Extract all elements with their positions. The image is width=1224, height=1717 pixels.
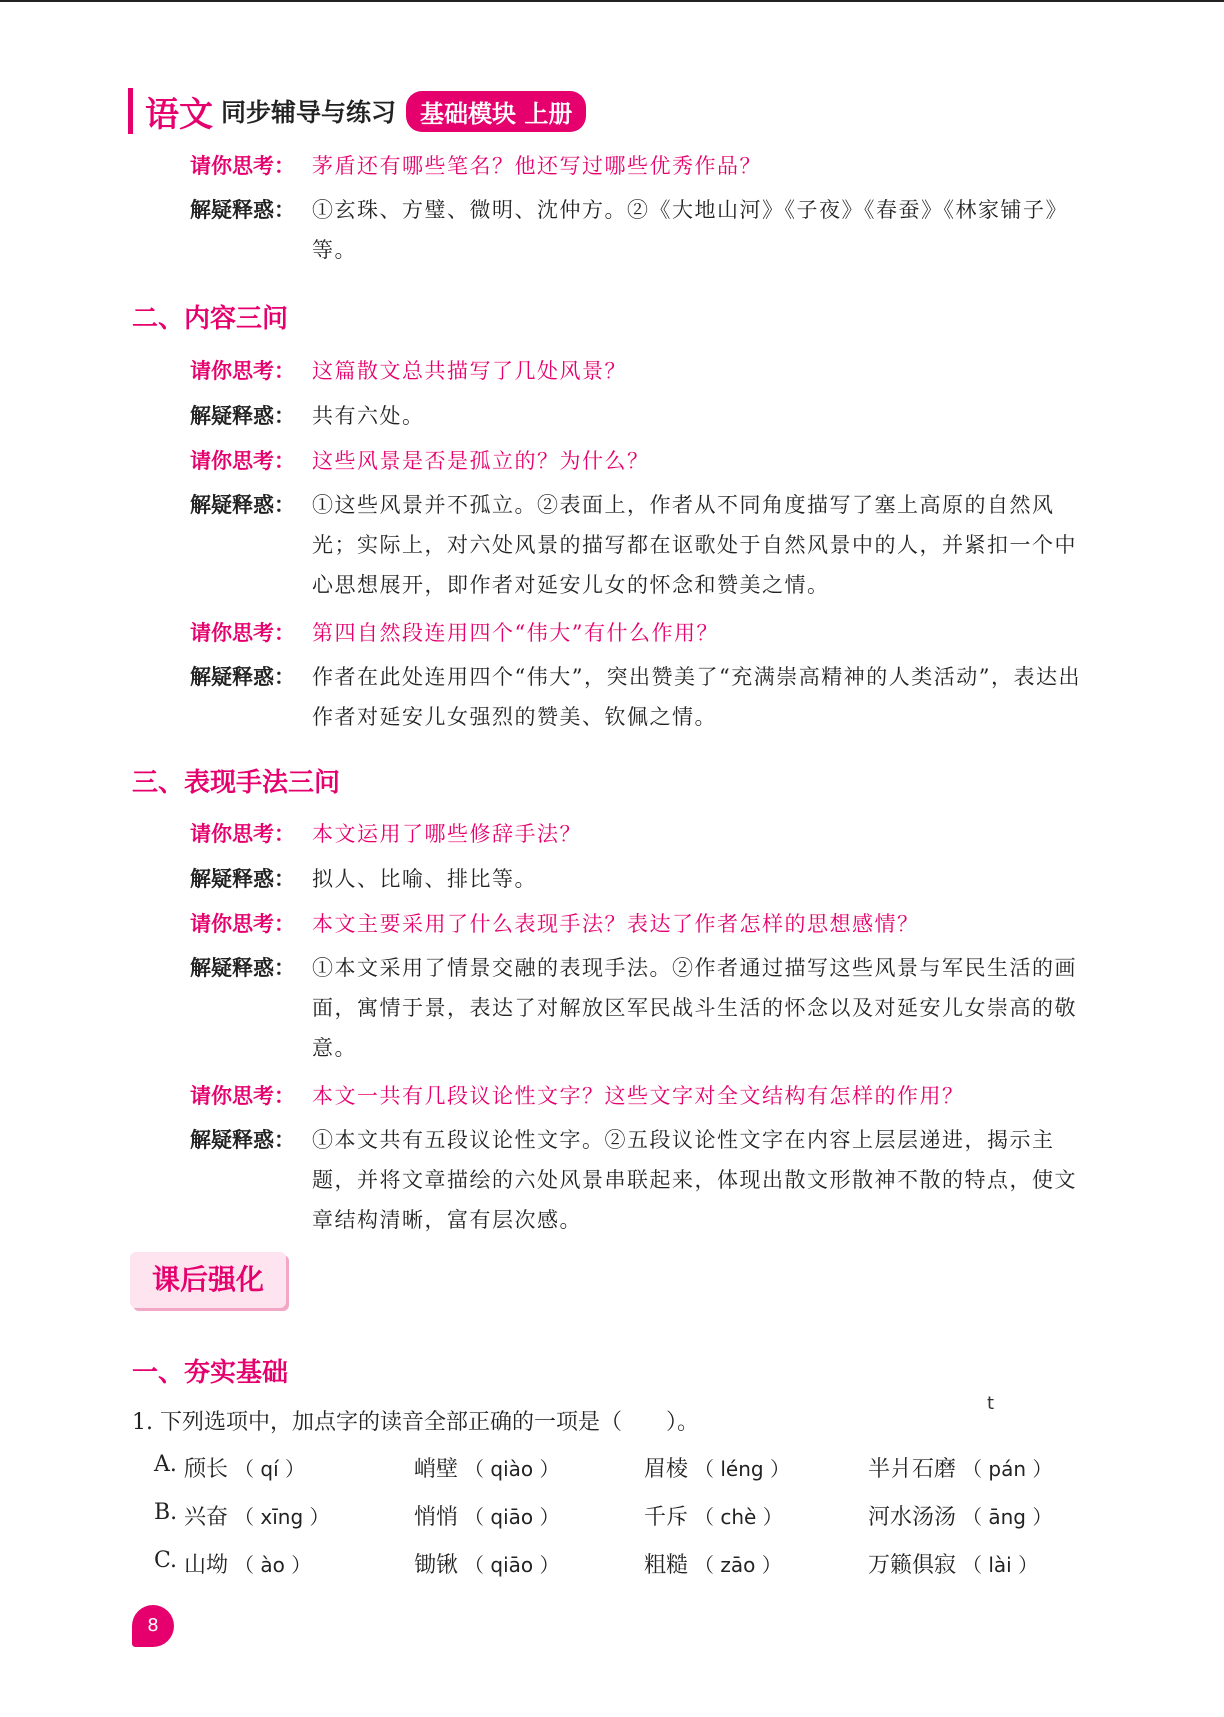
qa-question — [190, 146, 1090, 186]
qa-label: 请你思考： — [190, 359, 295, 383]
qa-text: 共有六处。 — [312, 404, 425, 428]
option-item — [868, 1500, 1052, 1531]
qa-label: 解疑释惑： — [190, 1128, 295, 1152]
option-item — [414, 1452, 559, 1483]
exercise-question: 1. 下列选项中，加点字的读音全部正确的一项是（ ）。 — [132, 1410, 699, 1435]
page-header — [128, 88, 586, 134]
option-item — [414, 1548, 559, 1579]
qa-text: 作者在此处连用四个“伟大”，突出赞美了“充满崇高精神的人类活动”，表达出作者对延安儿女强烈的赞美、钦佩之情。 — [312, 665, 1081, 729]
option-word: 颀长 — [184, 1457, 229, 1482]
qa-label: 解疑释惑： — [190, 665, 295, 689]
qa-answer — [190, 859, 1090, 899]
qa-answer — [190, 657, 1090, 737]
header-module-pill: 基础模块 上册 — [406, 91, 586, 132]
qa-answer — [190, 190, 1090, 270]
qa-text: 本文一共有几段议论性文字？这些文字对全文结构有怎样的作用？ — [312, 1084, 965, 1108]
qa-text: ①玄珠、方璧、微明、沈仲方。②《大地山河》《子夜》《春蚕》《林家铺子》等。 — [312, 198, 1068, 262]
option-item — [184, 1500, 330, 1531]
qa-question — [190, 1076, 1090, 1116]
option-pinyin: （ ào ） — [234, 1553, 312, 1577]
option-item — [644, 1452, 790, 1483]
qa-label: 解疑释惑： — [190, 956, 295, 980]
qa-label: 解疑释惑： — [190, 198, 295, 222]
option-row — [154, 1548, 1094, 1588]
stray-mark: t — [987, 1393, 995, 1414]
option-letter: C. — [154, 1548, 178, 1573]
option-row — [154, 1500, 1094, 1540]
qa-text: 拟人、比喻、排比等。 — [312, 867, 537, 891]
header-subject: 语文 — [145, 94, 213, 135]
option-item — [644, 1548, 782, 1579]
section-heading-content: 二、内容三问 — [132, 304, 289, 334]
section-heading-basics: 一、夯实基础 — [132, 1358, 289, 1388]
option-item — [868, 1452, 1052, 1483]
option-row — [154, 1452, 1094, 1492]
qa-text: 这些风景是否是孤立的？为什么？ — [312, 449, 650, 473]
option-pinyin: （ léng ） — [694, 1457, 790, 1481]
option-word: 河水汤汤 — [868, 1505, 957, 1530]
option-pinyin: （ qí ） — [234, 1457, 305, 1481]
qa-text: ①本文共有五段议论性文字。②五段议论性文字在内容上层层递进，揭示主题，并将文章描绘的六处风景串联起来，体现出散文形散神不散的特点，使文章结构清晰，富有层次感。 — [312, 1128, 1077, 1232]
option-word: 眉棱 — [644, 1457, 689, 1482]
option-letter: B. — [154, 1500, 178, 1525]
qa-answer — [190, 485, 1090, 605]
option-pinyin: （ zāo ） — [694, 1553, 782, 1577]
option-pinyin: （ āng ） — [962, 1505, 1053, 1529]
qa-answer — [190, 948, 1090, 1068]
option-word: 山坳 — [184, 1553, 229, 1578]
qa-text: 茅盾还有哪些笔名？他还写过哪些优秀作品？ — [312, 154, 762, 178]
option-pinyin: （ xīng ） — [234, 1505, 330, 1529]
option-word: 半爿石磨 — [868, 1457, 957, 1482]
qa-text: ①本文采用了情景交融的表现手法。②作者通过描写这些风景与军民生活的画面，寓情于景，表达了对解放区军民战斗生活的怀念以及对延安儿女崇高的敬意。 — [312, 956, 1077, 1060]
qa-label: 解疑释惑： — [190, 493, 295, 517]
qa-label: 请你思考： — [190, 1084, 295, 1108]
qa-text: 本文主要采用了什么表现手法？表达了作者怎样的思想感情？ — [312, 912, 920, 936]
qa-text: 第四自然段连用四个“伟大”有什么作用？ — [312, 621, 719, 645]
after-class-badge — [130, 1252, 286, 1308]
option-item — [184, 1452, 305, 1483]
qa-label: 解疑释惑： — [190, 867, 295, 891]
section-heading-technique: 三、表现手法三问 — [132, 768, 341, 798]
option-word: 万籁俱寂 — [868, 1553, 957, 1578]
qa-text: 这篇散文总共描写了几处风景？ — [312, 359, 627, 383]
option-pinyin: （ lài ） — [962, 1553, 1039, 1577]
option-word: 悄悄 — [414, 1505, 459, 1530]
qa-label: 请你思考： — [190, 449, 295, 473]
option-pinyin: （ chè ） — [694, 1505, 783, 1529]
option-pinyin: （ pán ） — [962, 1457, 1053, 1481]
option-word: 粗糙 — [644, 1553, 689, 1578]
qa-question — [190, 351, 1090, 391]
header-series: 同步辅导与练习 — [221, 98, 397, 127]
qa-answer — [190, 396, 1090, 436]
option-item — [644, 1500, 783, 1531]
qa-question — [190, 613, 1090, 653]
qa-text: ①这些风景并不孤立。②表面上，作者从不同角度描写了塞上高原的自然风光；实际上，对六处风景的描写都在讴歌处于自然风景中的人，并紧扣一个中心思想展开，即作者对延安儿女的怀念和赞美之情。 — [312, 493, 1077, 597]
qa-label: 解疑释惑： — [190, 404, 295, 428]
qa-text: 本文运用了哪些修辞手法？ — [312, 822, 582, 846]
option-item — [868, 1548, 1038, 1579]
page-number: 8 — [132, 1605, 174, 1647]
after-class-badge-label: 课后强化 — [151, 1263, 264, 1296]
option-letter: A. — [154, 1452, 177, 1477]
option-pinyin: （ qiāo ） — [464, 1505, 560, 1529]
qa-label: 请你思考： — [190, 822, 295, 846]
header-accent-bar — [128, 88, 133, 134]
option-pinyin: （ qiāo ） — [464, 1553, 560, 1577]
option-pinyin: （ qiào ） — [464, 1457, 560, 1481]
qa-question — [190, 814, 1090, 854]
option-word: 兴奋 — [184, 1505, 229, 1530]
qa-label: 请你思考： — [190, 621, 295, 645]
option-item — [414, 1500, 559, 1531]
qa-question — [190, 904, 1090, 944]
qa-question — [190, 441, 1090, 481]
option-word: 峭壁 — [414, 1457, 459, 1482]
qa-label: 请你思考： — [190, 912, 295, 936]
qa-answer — [190, 1120, 1090, 1240]
option-item — [184, 1548, 311, 1579]
top-rule — [0, 0, 1224, 2]
option-word: 锄锹 — [414, 1553, 459, 1578]
option-word: 千斥 — [644, 1505, 689, 1530]
qa-label: 请你思考： — [190, 154, 295, 178]
